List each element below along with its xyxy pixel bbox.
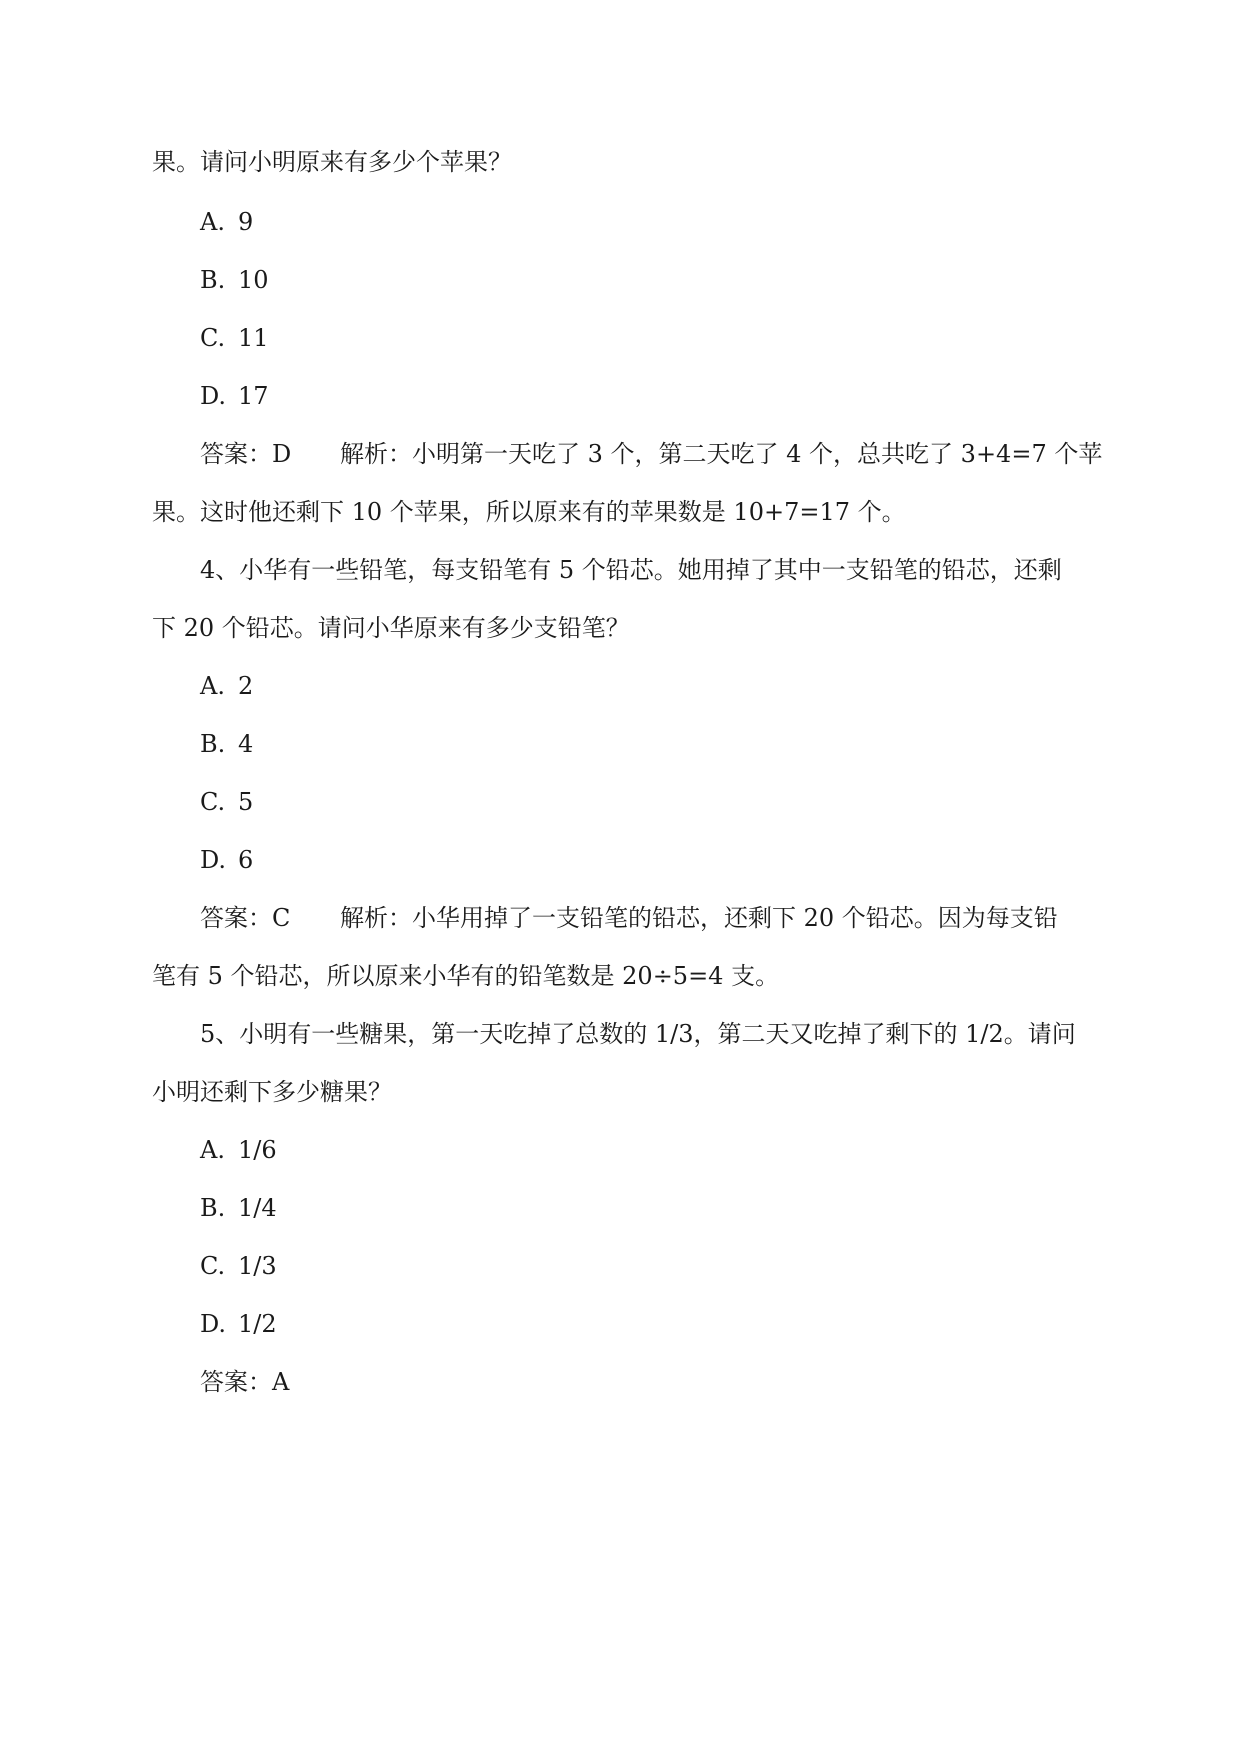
q3-analysis-continued: 果。这时他还剩下 10 个苹果，所以原来有的苹果数是 10+7=17 个。	[152, 498, 906, 526]
answer-label: 答案：	[200, 440, 272, 468]
option-value: 1/2	[238, 1310, 277, 1338]
q4-analysis-continued: 笔有 5 个铅芯，所以原来小华有的铅笔数是 20÷5=4 支。	[152, 962, 780, 990]
option-letter: A.	[200, 1136, 225, 1164]
q4-question-line2: 下 20 个铅芯。请问小华原来有多少支铅笔？	[152, 614, 630, 642]
q4-option-d	[200, 844, 1140, 876]
q3-option-a	[200, 206, 1140, 238]
option-value: 2	[238, 672, 254, 700]
q4-option-c	[200, 786, 1140, 818]
q5-question-line1: 5、小明有一些糖果，第一天吃掉了总数的 1/3，第二天又吃掉了剩下的 1/2。请问	[200, 1020, 1076, 1048]
answer-value: C	[272, 904, 291, 932]
q5-option-a	[200, 1134, 1140, 1166]
option-value: 5	[238, 788, 254, 816]
q3-question-tail: 果。请问小明原来有多少个苹果？	[152, 148, 512, 176]
option-letter: D.	[200, 1310, 227, 1338]
answer-value: A	[272, 1368, 290, 1396]
q3-option-b	[200, 264, 1140, 296]
option-letter: B.	[200, 1194, 226, 1222]
option-value: 1/4	[238, 1194, 277, 1222]
option-letter: C.	[200, 324, 226, 352]
q3-option-d	[200, 380, 1140, 412]
option-letter: D.	[200, 382, 227, 410]
q5-question-line2: 小明还剩下多少糖果？	[152, 1078, 392, 1106]
answer-label: 答案：	[200, 1368, 272, 1396]
option-letter: C.	[200, 788, 226, 816]
q5-option-c	[200, 1250, 1140, 1282]
q4-answer-line	[200, 902, 1140, 934]
q5-answer-line	[200, 1366, 1140, 1398]
option-letter: C.	[200, 1252, 226, 1280]
q4-option-b	[200, 728, 1140, 760]
answer-value: D	[272, 440, 292, 468]
option-value: 9	[238, 208, 254, 236]
option-value: 10	[238, 266, 269, 294]
option-value: 1/3	[238, 1252, 277, 1280]
option-value: 1/6	[238, 1136, 277, 1164]
option-letter: A.	[200, 672, 225, 700]
q4-option-a	[200, 670, 1140, 702]
option-letter: A.	[200, 208, 225, 236]
analysis-text: 解析：小华用掉了一支铅笔的铅芯，还剩下 20 个铅芯。因为每支铅	[340, 904, 1058, 932]
q3-option-c	[200, 322, 1140, 354]
analysis-text: 解析：小明第一天吃了 3 个，第二天吃了 4 个，总共吃了 3+4=7 个苹	[340, 440, 1103, 468]
option-letter: D.	[200, 846, 227, 874]
option-letter: B.	[200, 730, 226, 758]
option-letter: B.	[200, 266, 226, 294]
q5-option-b	[200, 1192, 1140, 1224]
q5-option-d	[200, 1308, 1140, 1340]
option-value: 4	[238, 730, 254, 758]
option-value: 17	[238, 382, 269, 410]
answer-label: 答案：	[200, 904, 272, 932]
q4-question-line1: 4、小华有一些铅笔，每支铅笔有 5 个铅芯。她用掉了其中一支铅笔的铅芯，还剩	[200, 556, 1062, 584]
option-value: 6	[238, 846, 254, 874]
option-value: 11	[238, 324, 269, 352]
q3-answer-line	[200, 438, 1140, 470]
